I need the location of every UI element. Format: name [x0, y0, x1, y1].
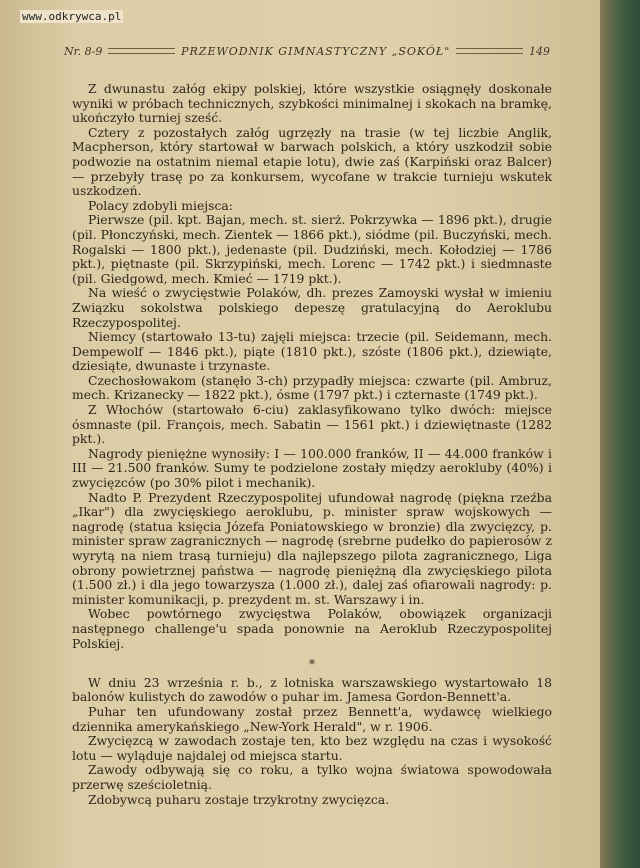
paragraph: Cztery z pozostałych załóg ugrzęzły na trasie (w tej liczbie Anglik, Macpherson, który startował w barwach polskich, a który uszkodził sobie podwozie na ostatnim niemal etapie lotu), dwie zaś (Karpiński oraz Balcer) — przebyły trasę po za konkursem, wycofane w trakcie turnieju wskutek uszkodzeń. [72, 124, 552, 199]
issue-number: Nr. 8-9 [64, 44, 103, 58]
running-header [64, 42, 550, 60]
paragraph: Polacy zdobyli miejsca: [88, 197, 233, 213]
paragraph: Zawody odbywają się co roku, a tylko wojna światowa spowodowała przerwę sześcioletnią. [72, 762, 552, 792]
page-number: 149 [529, 44, 551, 58]
paragraph: Nadto P. Prezydent Rzeczypospolitej ufundował nagrodę (piękna rzeźba „Ikar") dla zwycięskiego aeroklubu, p. minister spraw wojskowych — nagrodę (statua księcia Józefa Poniatowskiego w bronzie) dla zwycięzcy, p. minister spraw zagranicznych — nagrodę (srebrne pudełko do papierosów z wyrytą na niem trasą turnieju) dla najlepszego pilota zagranicznego, Liga obrony powietrznej państwa — nagrodę pieniężną dla zwycięskiego pilota (1.500 zł.) i dla jego towarzysza (1.000 zł.), dalej zaś ofiarowali nagrody: p. minister komunikacji, p. prezydent m. st. Warszawy i in. [72, 489, 552, 607]
paragraph: Zwycięzcą w zawodach zostaje ten, kto bez względu na czas i wysokość lotu — wyląduje najdalej od miejsca startu. [72, 733, 552, 763]
paragraph: Czechosłowakom (stanęło 3-ch) przypadły miejsca: czwarte (pil. Ambruz, mech. Krizanecky — 1822 pkt.), ósme (1797 pkt.) i czternaste (1749 pkt.). [72, 372, 552, 403]
paragraph: Z dwunastu załóg ekipy polskiej, które wszystkie osiągnęły doskonałe wyniki w próbach technicznych, szybkości minimalnej i skokach na bramkę, ukończyło turniej sześć. [72, 81, 552, 126]
section-separator: * [309, 657, 315, 672]
journal-title: PRZEWODNIK GIMNASTYCZNY „SOKÓŁ" [181, 44, 451, 58]
paragraph: Niemcy (startowało 13-tu) zajęli miejsca: trzecie (pil. Seidemann, mech. Dempewolf — 1846 pkt.), piąte (1810 pkt.), szóste (1806 pkt.), dziewiąte, dziesiąte, dwunaste i trzynaste. [72, 329, 552, 374]
article-body [72, 82, 552, 807]
paragraph: Pierwsze (pil. kpt. Bajan, mech. st. sierż. Pokrzywka — 1896 pkt.), drugie (pil. Płonczyński, mech. Zientek — 1866 pkt.), siódme (pil. Buczyński, mech. Rogalski — 1800 pkt.), jedenaste (pil. Dudziński, mech. Kołodziej — 1786 pkt.), piętnaste (pil. Skrzypiński, mech. Lorenc — 1742 pkt.) i siedmnaste (pil. Giedgowd, mech. Kmieć — 1719 pkt.). [72, 212, 552, 286]
paragraph: Wobec powtórnego zwycięstwa Polaków, obowiązek organizacji następnego challenge'u spada ponownie na Aeroklub Rzeczypospolitej Polskiej. [72, 606, 552, 651]
header-rule-left [108, 48, 175, 54]
paragraph: Z Włochów (startowało 6-ciu) zaklasyfikowano tylko dwóch: miejsce ósmnaste (pil. François, mech. Sabatin — 1561 pkt.) i dziewiętnaste (1282 pkt.). [72, 402, 552, 447]
header-rule-right [456, 48, 523, 54]
book-cover-edge [600, 0, 640, 868]
paragraph: Nagrody pieniężne wynosiły: I — 100.000 franków, II — 44.000 franków i III — 21.500 franków. Sumy te podzielone zostały między aerokluby (40%) i zwycięzców (po 30% pilot i mechanik). [72, 445, 552, 491]
paragraph: Na wieść o zwycięstwie Polaków, dh. prezes Zamoyski wysłał w imieniu Związku sokolstwa polskiego depeszę gratulacyjną do Aeroklubu Rzeczypospolitej. [72, 285, 552, 330]
paragraph: Zdobywcą puharu zostaje trzykrotny zwycięzca. [88, 791, 390, 807]
watermark-url: www.odkrywca.pl [22, 10, 122, 23]
paragraph: Puhar ten ufundowany został przez Bennett'a, wydawcę wielkiego dziennika amerykańskiego „New-York Herald", w r. 1906. [72, 703, 552, 734]
paragraph: W dniu 23 września r. b., z lotniska warszawskiego wystartowało 18 balonów kulistych do zawodów o puhar im. Jamesa Gordon-Bennett'a. [72, 674, 552, 705]
